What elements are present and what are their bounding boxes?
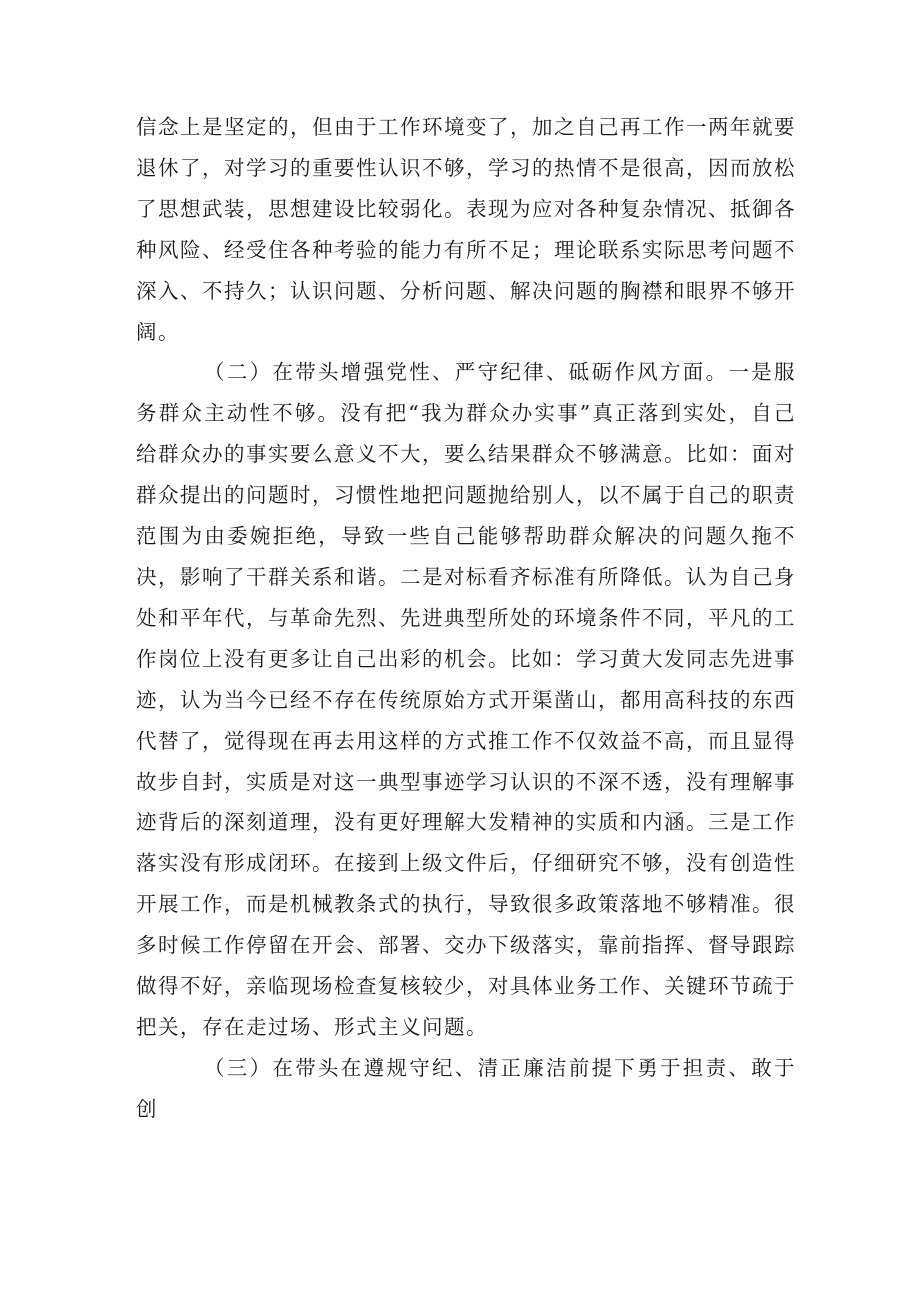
paragraph-section-three: （三）在带头在遵规守纪、清正廉洁前提下勇于担责、敢于创: [136, 1055, 796, 1121]
paragraph-section-two: （二）在带头增强党性、严守纪律、砥砺作风方面。一是服务群众主动性不够。没有把“我为群众办实事”真正落到实处，自己给群众办的事实要么意义不大，要么结果群众不够满意。比如：面对群众提出的问题时，习惯性地把问题抛给别人，以不属于自己的职责范围为由委婉拒绝，导致一些自己能够帮助群众解决的问题久拖不决，影响了干群关系和谐。二是对标看齐标准有所降低。认为自己身处和平年代，与革命先烈、先进典型所处的环境条件不同，平凡的工作岗位上没有更多让自己出彩的机会。比如：学习黄大发同志先进事迹，认为当今已经不存在传统原始方式开渠凿山，都用高科技的东西代替了，觉得现在再去用这样的方式推工作不仅效益不高，而且显得故步自封，实质是对这一典型事迹学习认识的不深不透，没有理解事迹背后的深刻道理，没有更好理解大发精神的实质和内涵。三是工作落实没有形成闭环。在接到上级文件后，仔细研究不够，没有创造性开展工作，而是机械教条式的执行，导致很多政策落地不够精准。很多时候工作停留在开会、部署、交办下级落实，靠前指挥、督导跟踪做得不好，亲临现场检查复核较少，对具体业务工作、关键环节疏于把关，存在走过场、形式主义问题。: [136, 360, 796, 1039]
paragraph-continuation: 信念上是坚定的，但由于工作环境变了，加之自己再工作一两年就要退休了，对学习的重要性认识不够，学习的热情不是很高，因而放松了思想武装，思想建设比较弱化。表现为应对各种复杂情况、抵御各种风险、经受住各种考验的能力有所不足；理论联系实际思考问题不深入、不持久；认识问题、分析问题、解决问题的胸襟和眼界不够开阔。: [136, 115, 796, 344]
document-body: [136, 107, 796, 1130]
